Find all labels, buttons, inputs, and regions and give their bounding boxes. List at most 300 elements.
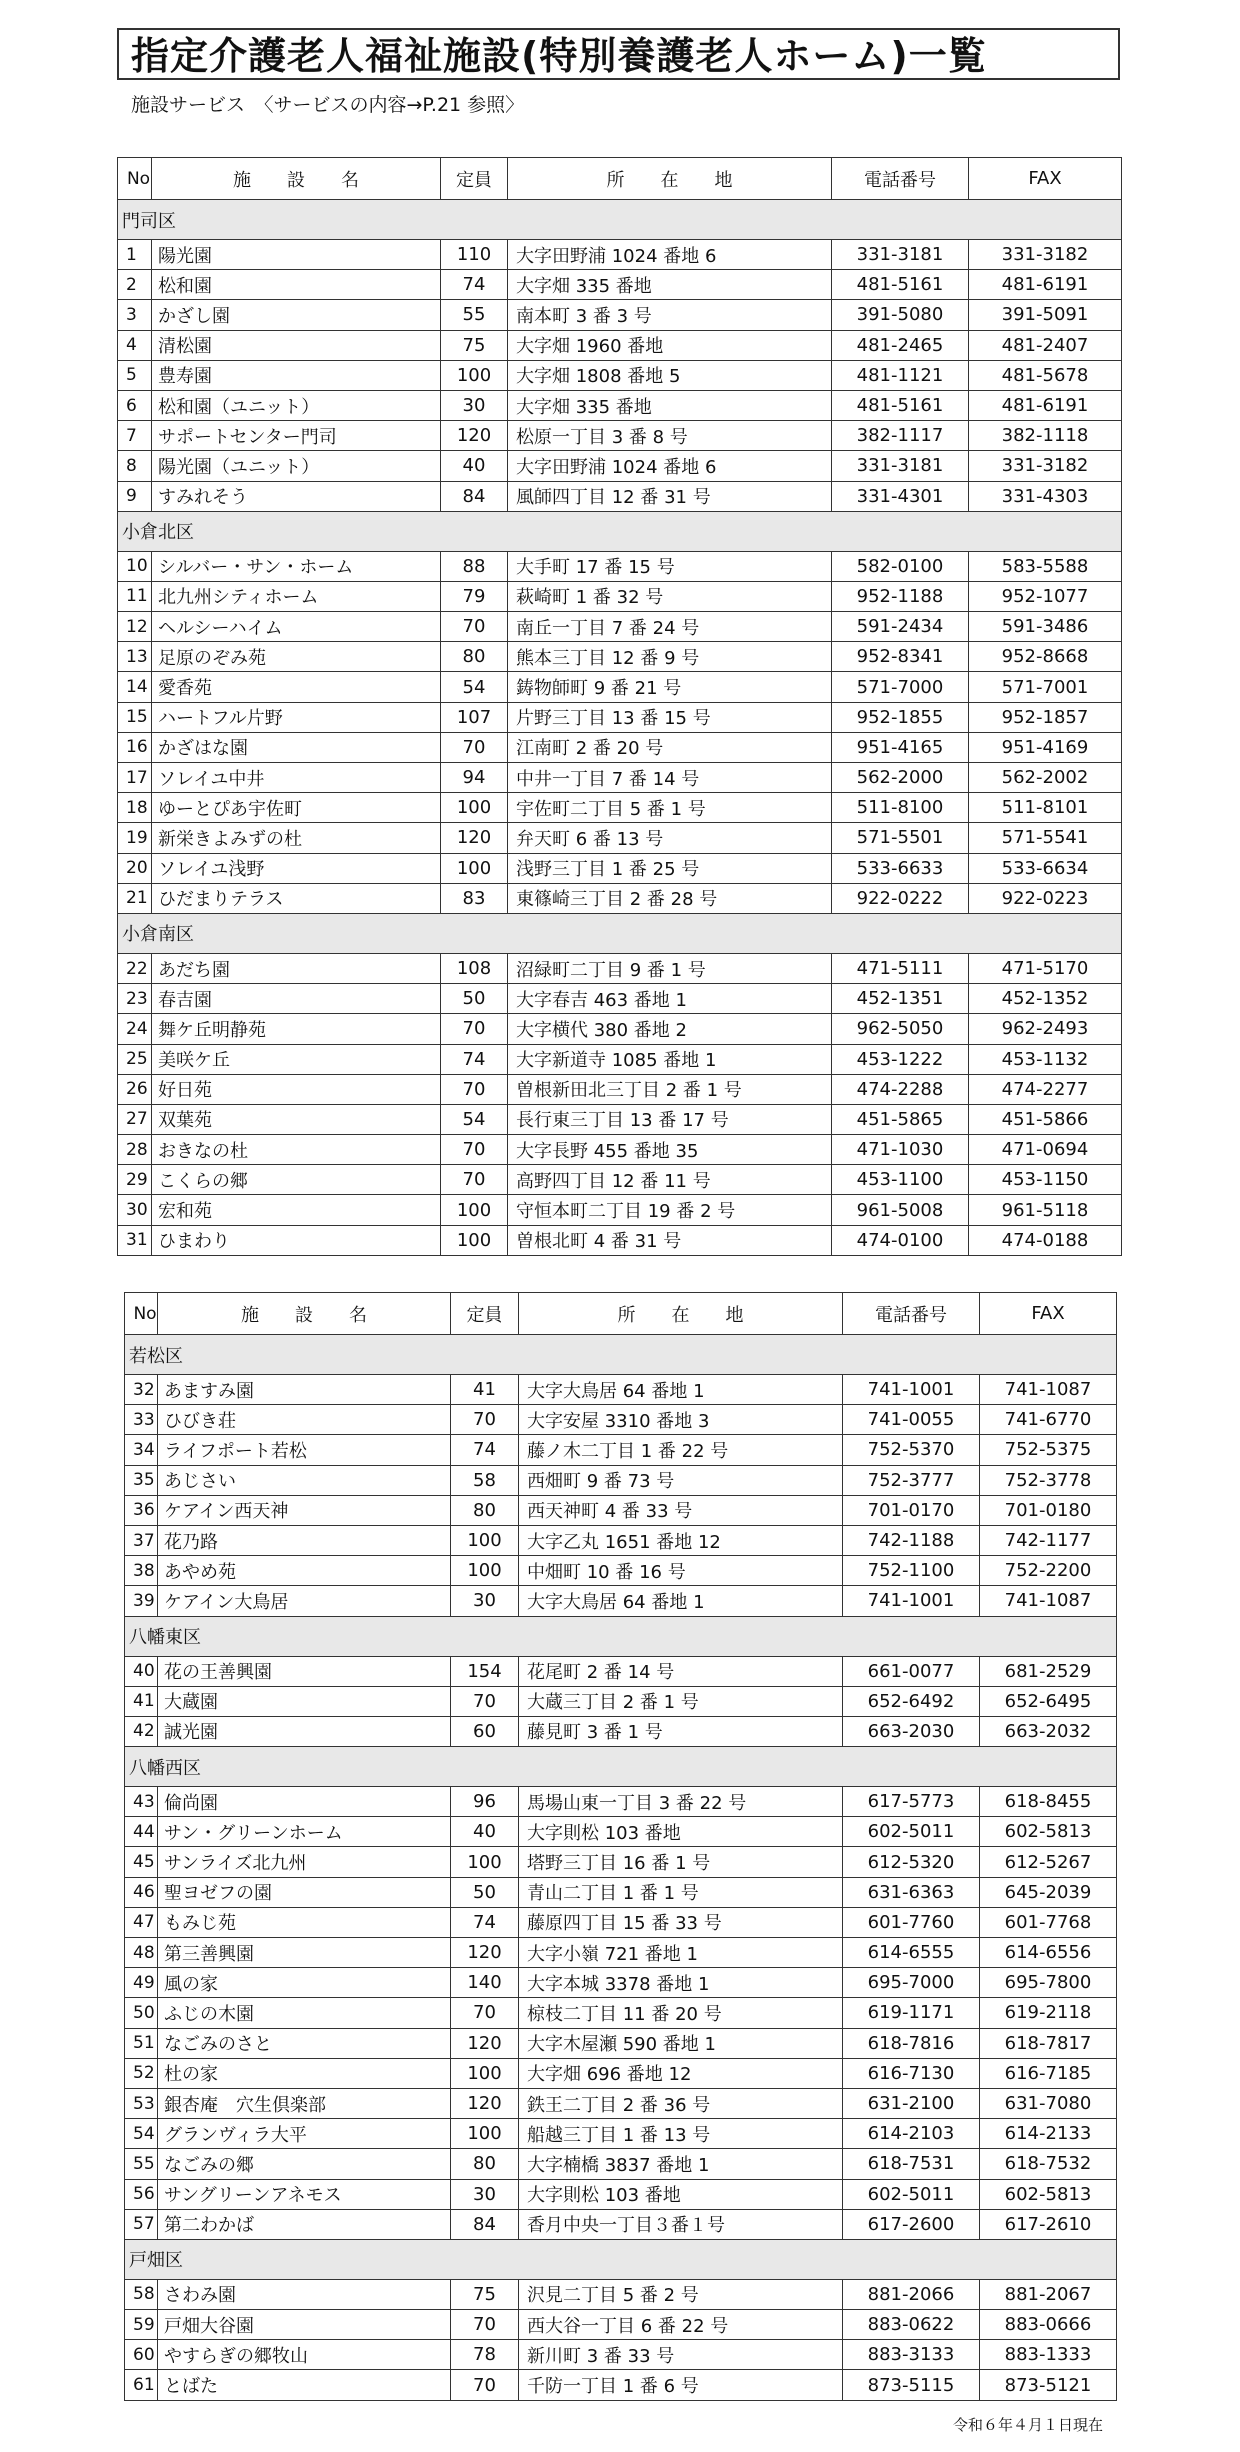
table-row <box>125 1405 1117 1435</box>
header-fax: FAX <box>969 158 1122 200</box>
cell-facility-name: ひだまりテラス <box>152 883 441 913</box>
cell-no: 2 <box>118 270 152 300</box>
cell-fax: 951-4169 <box>969 732 1122 762</box>
cell-capacity: 120 <box>451 1938 519 1968</box>
cell-no: 27 <box>118 1104 152 1134</box>
cell-tel: 331-4301 <box>832 481 969 511</box>
cell-facility-name: かざはな園 <box>152 732 441 762</box>
cell-facility-name: 宏和苑 <box>152 1195 441 1225</box>
header-name: 施 設 名 <box>152 158 441 200</box>
table-row <box>125 2340 1117 2370</box>
header-address: 所 在 地 <box>508 158 832 200</box>
ward-row <box>125 1747 1117 1787</box>
cell-tel: 619-1171 <box>843 1998 980 2028</box>
cell-address: 大字畑 335 番地 <box>508 390 832 420</box>
table-row <box>118 642 1122 672</box>
table-row <box>125 1435 1117 1465</box>
ward-row <box>118 200 1122 240</box>
cell-address: 風師四丁目 12 番 31 号 <box>508 481 832 511</box>
cell-no: 46 <box>125 1877 158 1907</box>
cell-tel: 618-7816 <box>843 2028 980 2058</box>
table-row <box>118 1014 1122 1044</box>
facility-table-1 <box>117 157 1122 1256</box>
cell-address: 藤見町 3 番 1 号 <box>519 1716 843 1746</box>
table-row <box>118 823 1122 853</box>
cell-no: 41 <box>125 1686 158 1716</box>
cell-fax: 471-5170 <box>969 953 1122 983</box>
cell-facility-name: こくらの郷 <box>152 1165 441 1195</box>
cell-fax: 652-6495 <box>980 1686 1117 1716</box>
cell-capacity: 100 <box>441 360 508 390</box>
cell-capacity: 100 <box>451 1847 519 1877</box>
cell-fax: 474-0188 <box>969 1225 1122 1255</box>
cell-fax: 331-3182 <box>969 240 1122 270</box>
cell-no: 17 <box>118 763 152 793</box>
facility-table-2 <box>124 1292 1117 2401</box>
cell-address: 長行東三丁目 13 番 17 号 <box>508 1104 832 1134</box>
cell-tel: 453-1100 <box>832 1165 969 1195</box>
cell-capacity: 74 <box>441 270 508 300</box>
ward-row <box>118 511 1122 551</box>
cell-capacity: 75 <box>441 330 508 360</box>
cell-no: 26 <box>118 1074 152 1104</box>
cell-tel: 474-0100 <box>832 1225 969 1255</box>
cell-capacity: 70 <box>451 1405 519 1435</box>
cell-no: 35 <box>125 1465 158 1495</box>
cell-address: 大字則松 103 番地 <box>519 2179 843 2209</box>
cell-no: 16 <box>118 732 152 762</box>
cell-capacity: 70 <box>441 1135 508 1165</box>
table-row <box>118 763 1122 793</box>
cell-fax: 533-6634 <box>969 853 1122 883</box>
cell-capacity: 80 <box>451 2149 519 2179</box>
cell-fax: 614-6556 <box>980 1938 1117 1968</box>
cell-no: 12 <box>118 612 152 642</box>
header-address: 所 在 地 <box>519 1293 843 1335</box>
cell-address: 片野三丁目 13 番 15 号 <box>508 702 832 732</box>
cell-fax: 612-5267 <box>980 1847 1117 1877</box>
header-row <box>125 1293 1117 1335</box>
cell-fax: 952-1857 <box>969 702 1122 732</box>
cell-address: 千防一丁目 1 番 6 号 <box>519 2370 843 2400</box>
cell-no: 42 <box>125 1716 158 1746</box>
cell-address: 馬場山東一丁目 3 番 22 号 <box>519 1787 843 1817</box>
cell-capacity: 120 <box>451 2088 519 2118</box>
cell-fax: 952-1077 <box>969 581 1122 611</box>
table-row <box>125 2179 1117 2209</box>
cell-facility-name: なごみのさと <box>158 2028 451 2058</box>
cell-address: 大字横代 380 番地 2 <box>508 1014 832 1044</box>
cell-facility-name: ハートフル片野 <box>152 702 441 732</box>
cell-facility-name: 聖ヨゼフの園 <box>158 1877 451 1907</box>
cell-address: 大字則松 103 番地 <box>519 1817 843 1847</box>
cell-capacity: 54 <box>441 1104 508 1134</box>
table-row <box>118 1225 1122 1255</box>
cell-facility-name: 愛香苑 <box>152 672 441 702</box>
cell-tel: 631-6363 <box>843 1877 980 1907</box>
cell-tel: 617-2600 <box>843 2209 980 2239</box>
cell-no: 22 <box>118 953 152 983</box>
table-row <box>118 481 1122 511</box>
table-row <box>125 2209 1117 2239</box>
ward-row <box>125 2239 1117 2279</box>
cell-address: 大蔵三丁目 2 番 1 号 <box>519 1686 843 1716</box>
cell-tel: 652-6492 <box>843 1686 980 1716</box>
table-row <box>118 1074 1122 1104</box>
cell-tel: 602-5011 <box>843 1817 980 1847</box>
cell-tel: 881-2066 <box>843 2279 980 2309</box>
cell-no: 47 <box>125 1907 158 1937</box>
cell-capacity: 55 <box>441 300 508 330</box>
cell-capacity: 75 <box>451 2279 519 2309</box>
cell-no: 8 <box>118 451 152 481</box>
cell-tel: 382-1117 <box>832 421 969 451</box>
table-row <box>125 1525 1117 1555</box>
cell-capacity: 50 <box>441 984 508 1014</box>
table-row <box>125 1586 1117 1616</box>
cell-address: 南本町 3 番 3 号 <box>508 300 832 330</box>
cell-no: 51 <box>125 2028 158 2058</box>
table-row <box>118 672 1122 702</box>
cell-tel: 701-0170 <box>843 1495 980 1525</box>
cell-facility-name: あやめ苑 <box>158 1556 451 1586</box>
cell-no: 4 <box>118 330 152 360</box>
header-capacity: 定員 <box>441 158 508 200</box>
cell-address: 浅野三丁目 1 番 25 号 <box>508 853 832 883</box>
cell-fax: 382-1118 <box>969 421 1122 451</box>
cell-tel: 663-2030 <box>843 1716 980 1746</box>
ward-name: 小倉南区 <box>118 913 1122 953</box>
cell-facility-name: 第三善興園 <box>158 1938 451 1968</box>
table-row <box>118 853 1122 883</box>
table-row <box>125 1907 1117 1937</box>
cell-tel: 951-4165 <box>832 732 969 762</box>
cell-tel: 331-3181 <box>832 451 969 481</box>
cell-address: 大字長野 455 番地 35 <box>508 1135 832 1165</box>
cell-tel: 601-7760 <box>843 1907 980 1937</box>
cell-capacity: 120 <box>451 2028 519 2058</box>
cell-facility-name: サンライズ北九州 <box>158 1847 451 1877</box>
cell-capacity: 74 <box>451 1435 519 1465</box>
cell-address: 大字本城 3378 番地 1 <box>519 1968 843 1998</box>
table-row <box>118 240 1122 270</box>
cell-facility-name: 花乃路 <box>158 1525 451 1555</box>
cell-facility-name: ひまわり <box>152 1225 441 1255</box>
cell-tel: 962-5050 <box>832 1014 969 1044</box>
cell-capacity: 40 <box>451 1817 519 1847</box>
cell-capacity: 140 <box>451 1968 519 1998</box>
cell-facility-name: ソレイユ浅野 <box>152 853 441 883</box>
cell-fax: 618-7817 <box>980 2028 1117 2058</box>
cell-address: 江南町 2 番 20 号 <box>508 732 832 762</box>
table-row <box>118 984 1122 1014</box>
cell-capacity: 70 <box>441 1165 508 1195</box>
cell-fax: 873-5121 <box>980 2370 1117 2400</box>
table-row <box>118 1135 1122 1165</box>
cell-no: 53 <box>125 2088 158 2118</box>
cell-tel: 741-1001 <box>843 1375 980 1405</box>
cell-fax: 619-2118 <box>980 1998 1117 2028</box>
cell-tel: 562-2000 <box>832 763 969 793</box>
cell-tel: 741-1001 <box>843 1586 980 1616</box>
cell-capacity: 70 <box>441 1014 508 1044</box>
cell-address: 高野四丁目 12 番 11 号 <box>508 1165 832 1195</box>
cell-no: 1 <box>118 240 152 270</box>
cell-address: 沢見二丁目 5 番 2 号 <box>519 2279 843 2309</box>
cell-no: 28 <box>118 1135 152 1165</box>
cell-no: 59 <box>125 2310 158 2340</box>
cell-no: 6 <box>118 390 152 420</box>
table-row <box>118 883 1122 913</box>
cell-facility-name: ソレイユ中井 <box>152 763 441 793</box>
cell-address: 沼緑町二丁目 9 番 1 号 <box>508 953 832 983</box>
cell-fax: 752-2200 <box>980 1556 1117 1586</box>
table-row <box>118 581 1122 611</box>
cell-facility-name: 倫尚園 <box>158 1787 451 1817</box>
cell-facility-name: ケアイン西天神 <box>158 1495 451 1525</box>
cell-no: 61 <box>125 2370 158 2400</box>
cell-capacity: 100 <box>451 2058 519 2088</box>
cell-address: 大字安屋 3310 番地 3 <box>519 1405 843 1435</box>
cell-address: 曽根北町 4 番 31 号 <box>508 1225 832 1255</box>
cell-address: 藤原四丁目 15 番 33 号 <box>519 1907 843 1937</box>
header-row <box>118 158 1122 200</box>
cell-capacity: 30 <box>451 2179 519 2209</box>
cell-no: 29 <box>118 1165 152 1195</box>
cell-fax: 481-6191 <box>969 390 1122 420</box>
cell-address: 弁天町 6 番 13 号 <box>508 823 832 853</box>
cell-facility-name: 清松園 <box>152 330 441 360</box>
cell-facility-name: ひびき荘 <box>158 1405 451 1435</box>
cell-no: 50 <box>125 1998 158 2028</box>
cell-fax: 511-8101 <box>969 793 1122 823</box>
cell-facility-name: 大蔵園 <box>158 1686 451 1716</box>
cell-address: 宇佐町二丁目 5 番 1 号 <box>508 793 832 823</box>
table-row <box>125 1998 1117 2028</box>
cell-tel: 481-5161 <box>832 270 969 300</box>
cell-capacity: 40 <box>441 451 508 481</box>
table-row <box>118 551 1122 581</box>
cell-facility-name: サポートセンター門司 <box>152 421 441 451</box>
table-row <box>125 1847 1117 1877</box>
cell-capacity: 110 <box>441 240 508 270</box>
cell-fax: 618-8455 <box>980 1787 1117 1817</box>
cell-tel: 695-7000 <box>843 1968 980 1998</box>
cell-facility-name: もみじ苑 <box>158 1907 451 1937</box>
ward-name: 門司区 <box>118 200 1122 240</box>
cell-capacity: 94 <box>441 763 508 793</box>
cell-tel: 582-0100 <box>832 551 969 581</box>
cell-capacity: 154 <box>451 1656 519 1686</box>
cell-fax: 453-1150 <box>969 1165 1122 1195</box>
cell-fax: 883-0666 <box>980 2310 1117 2340</box>
cell-fax: 961-5118 <box>969 1195 1122 1225</box>
cell-fax: 481-2407 <box>969 330 1122 360</box>
cell-facility-name: 陽光園 <box>152 240 441 270</box>
cell-address: 鋳物師町 9 番 21 号 <box>508 672 832 702</box>
table-row <box>125 2310 1117 2340</box>
cell-fax: 742-1177 <box>980 1525 1117 1555</box>
cell-capacity: 80 <box>441 642 508 672</box>
cell-address: 大字大鳥居 64 番地 1 <box>519 1375 843 1405</box>
table-row <box>118 300 1122 330</box>
cell-tel: 511-8100 <box>832 793 969 823</box>
cell-facility-name: 誠光園 <box>158 1716 451 1746</box>
cell-no: 60 <box>125 2340 158 2370</box>
cell-fax: 481-5678 <box>969 360 1122 390</box>
cell-address: 西畑町 9 番 73 号 <box>519 1465 843 1495</box>
table-row <box>125 1938 1117 1968</box>
cell-capacity: 70 <box>451 1686 519 1716</box>
cell-capacity: 78 <box>451 2340 519 2370</box>
table-row <box>118 451 1122 481</box>
header-fax: FAX <box>980 1293 1117 1335</box>
cell-fax: 331-4303 <box>969 481 1122 511</box>
table-row <box>125 1787 1117 1817</box>
cell-no: 24 <box>118 1014 152 1044</box>
cell-capacity: 58 <box>451 1465 519 1495</box>
table-row <box>118 360 1122 390</box>
cell-address: 大字田野浦 1024 番地 6 <box>508 451 832 481</box>
cell-tel: 481-5161 <box>832 390 969 420</box>
table-row <box>118 1165 1122 1195</box>
cell-tel: 602-5011 <box>843 2179 980 2209</box>
cell-facility-name: ヘルシーハイム <box>152 612 441 642</box>
cell-capacity: 120 <box>441 823 508 853</box>
cell-capacity: 70 <box>451 1998 519 2028</box>
header-capacity: 定員 <box>451 1293 519 1335</box>
cell-no: 56 <box>125 2179 158 2209</box>
cell-address: 東篠崎三丁目 2 番 28 号 <box>508 883 832 913</box>
cell-tel: 616-7130 <box>843 2058 980 2088</box>
cell-facility-name: なごみの郷 <box>158 2149 451 2179</box>
cell-facility-name: 豊寿園 <box>152 360 441 390</box>
cell-address: 西大谷一丁目 6 番 22 号 <box>519 2310 843 2340</box>
ward-name: 八幡西区 <box>125 1747 1117 1787</box>
cell-fax: 741-1087 <box>980 1375 1117 1405</box>
cell-no: 23 <box>118 984 152 1014</box>
ward-name: 八幡東区 <box>125 1616 1117 1656</box>
cell-fax: 602-5813 <box>980 1817 1117 1847</box>
cell-no: 25 <box>118 1044 152 1074</box>
cell-tel: 571-5501 <box>832 823 969 853</box>
cell-capacity: 54 <box>441 672 508 702</box>
cell-capacity: 88 <box>441 551 508 581</box>
ward-name: 小倉北区 <box>118 511 1122 551</box>
cell-tel: 533-6633 <box>832 853 969 883</box>
cell-tel: 453-1222 <box>832 1044 969 1074</box>
cell-no: 5 <box>118 360 152 390</box>
cell-fax: 752-5375 <box>980 1435 1117 1465</box>
table-row <box>118 702 1122 732</box>
cell-tel: 571-7000 <box>832 672 969 702</box>
ward-row <box>125 1335 1117 1375</box>
cell-capacity: 100 <box>441 1195 508 1225</box>
table-row <box>125 2088 1117 2118</box>
cell-no: 44 <box>125 1817 158 1847</box>
cell-no: 36 <box>125 1495 158 1525</box>
table-row <box>118 1104 1122 1134</box>
cell-capacity: 100 <box>451 1556 519 1586</box>
cell-capacity: 30 <box>451 1586 519 1616</box>
cell-fax: 681-2529 <box>980 1656 1117 1686</box>
cell-capacity: 74 <box>451 1907 519 1937</box>
cell-no: 18 <box>118 793 152 823</box>
cell-fax: 695-7800 <box>980 1968 1117 1998</box>
cell-fax: 701-0180 <box>980 1495 1117 1525</box>
cell-tel: 922-0222 <box>832 883 969 913</box>
cell-capacity: 80 <box>451 1495 519 1525</box>
cell-no: 13 <box>118 642 152 672</box>
cell-no: 14 <box>118 672 152 702</box>
subtitle: 施設サービス 〈サービスの内容→P.21 参照〉 <box>131 94 525 116</box>
cell-address: 大字畑 1808 番地 5 <box>508 360 832 390</box>
cell-fax: 571-5541 <box>969 823 1122 853</box>
cell-capacity: 100 <box>441 793 508 823</box>
cell-facility-name: 松和園 <box>152 270 441 300</box>
cell-no: 52 <box>125 2058 158 2088</box>
cell-capacity: 96 <box>451 1787 519 1817</box>
table-row <box>118 1044 1122 1074</box>
ward-name: 若松区 <box>125 1335 1117 1375</box>
cell-no: 20 <box>118 853 152 883</box>
cell-capacity: 107 <box>441 702 508 732</box>
cell-fax: 614-2133 <box>980 2119 1117 2149</box>
cell-no: 10 <box>118 551 152 581</box>
cell-no: 34 <box>125 1435 158 1465</box>
cell-capacity: 41 <box>451 1375 519 1405</box>
table-row <box>125 1375 1117 1405</box>
cell-facility-name: おきなの杜 <box>152 1135 441 1165</box>
cell-facility-name: あますみ園 <box>158 1375 451 1405</box>
cell-facility-name: 風の家 <box>158 1968 451 1998</box>
cell-no: 58 <box>125 2279 158 2309</box>
cell-fax: 618-7532 <box>980 2149 1117 2179</box>
cell-address: 大字小嶺 721 番地 1 <box>519 1938 843 1968</box>
cell-no: 40 <box>125 1656 158 1686</box>
cell-fax: 922-0223 <box>969 883 1122 913</box>
cell-address: 大字畑 696 番地 12 <box>519 2058 843 2088</box>
cell-tel: 452-1351 <box>832 984 969 1014</box>
table-row <box>125 2149 1117 2179</box>
cell-fax: 583-5588 <box>969 551 1122 581</box>
cell-facility-name: かざし園 <box>152 300 441 330</box>
cell-address: 大字楠橋 3837 番地 1 <box>519 2149 843 2179</box>
cell-facility-name: 杜の家 <box>158 2058 451 2088</box>
table-row <box>118 612 1122 642</box>
cell-fax: 571-7001 <box>969 672 1122 702</box>
cell-facility-name: シルバー・サン・ホーム <box>152 551 441 581</box>
cell-tel: 451-5865 <box>832 1104 969 1134</box>
cell-facility-name: 足原のぞみ苑 <box>152 642 441 672</box>
cell-address: 鉄王二丁目 2 番 36 号 <box>519 2088 843 2118</box>
cell-fax: 883-1333 <box>980 2340 1117 2370</box>
cell-no: 30 <box>118 1195 152 1225</box>
cell-tel: 591-2434 <box>832 612 969 642</box>
cell-capacity: 70 <box>441 1074 508 1104</box>
cell-facility-name: 戸畑大谷園 <box>158 2310 451 2340</box>
cell-no: 21 <box>118 883 152 913</box>
cell-address: 南丘一丁目 7 番 24 号 <box>508 612 832 642</box>
header-no: No <box>125 1293 158 1335</box>
cell-tel: 481-2465 <box>832 330 969 360</box>
cell-facility-name: 好日苑 <box>152 1074 441 1104</box>
cell-no: 31 <box>118 1225 152 1255</box>
cell-tel: 952-1855 <box>832 702 969 732</box>
table-row <box>125 1656 1117 1686</box>
cell-no: 48 <box>125 1938 158 1968</box>
cell-tel: 471-5111 <box>832 953 969 983</box>
